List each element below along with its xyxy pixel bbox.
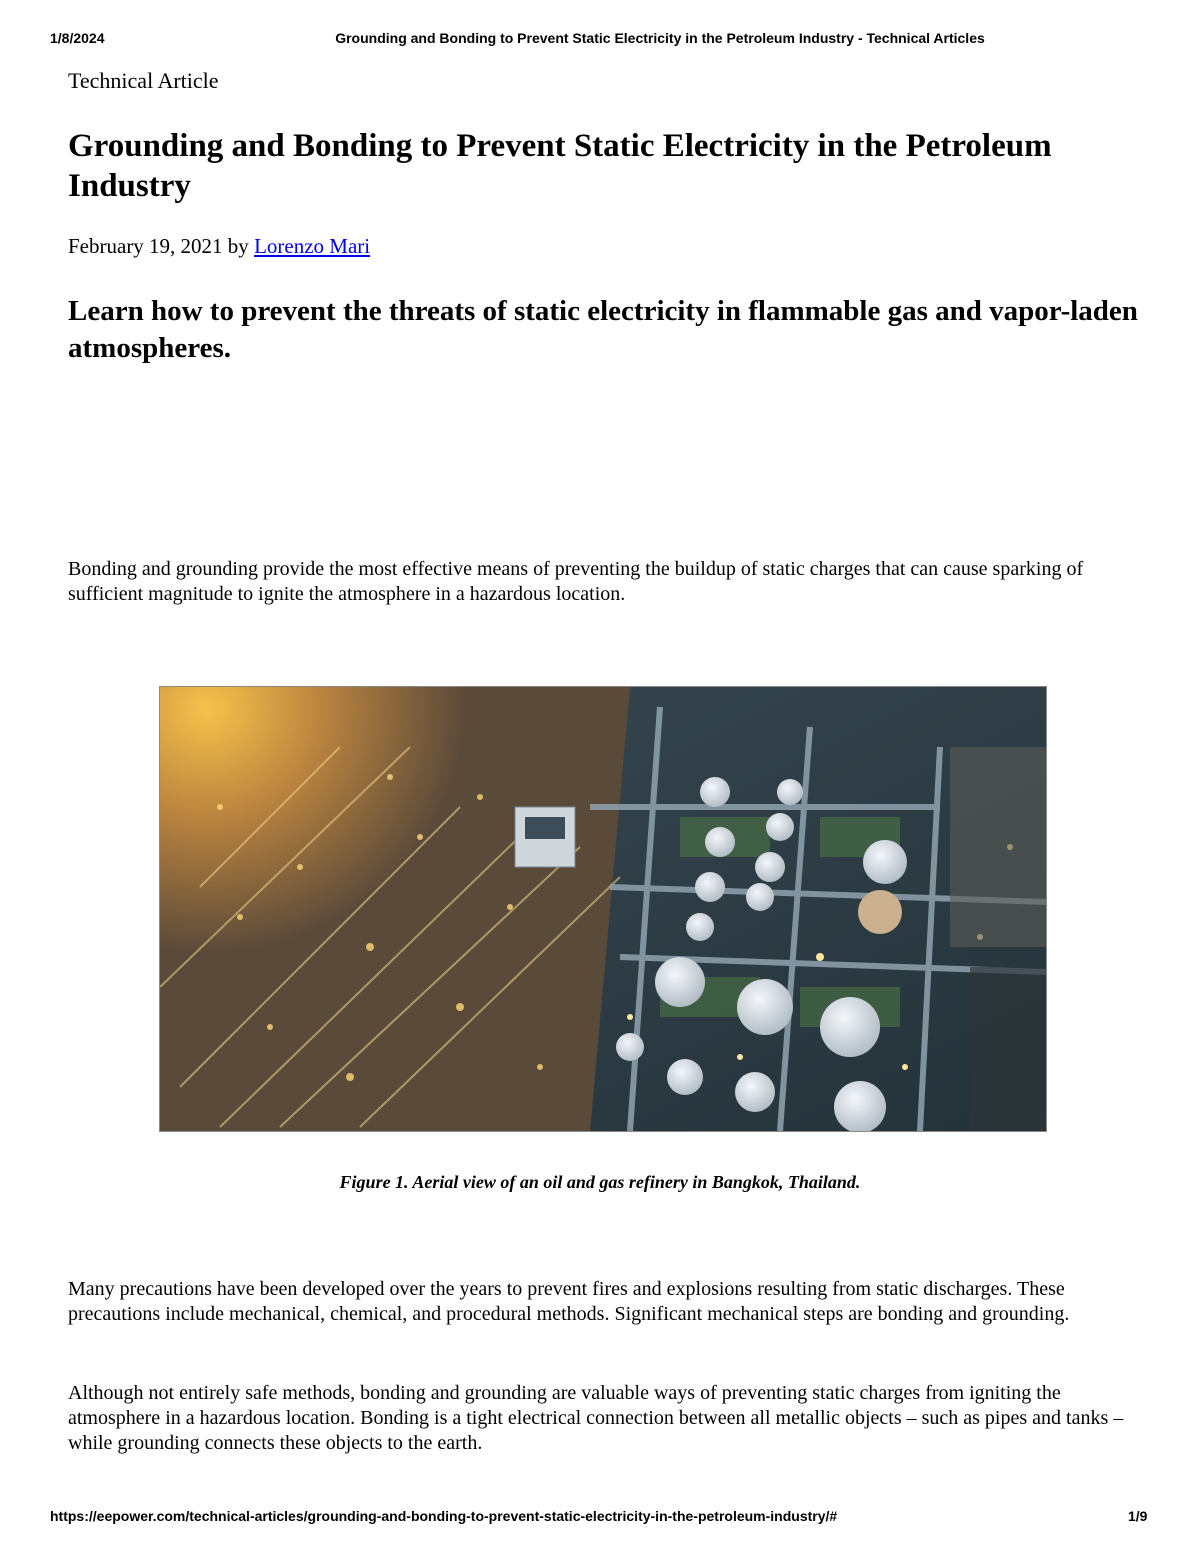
refinery-aerial-photo — [159, 686, 1047, 1132]
paragraph-bonding: Although not entirely safe methods, bonding and grounding are valuable ways of preventing static charges from igniting the atmosphere in a hazardous location. Bonding is a tight electrical connection between all metallic objects – such as pipes and tanks – while grounding connects these objects to the earth. — [68, 1382, 1124, 1454]
paragraph-intro: Bonding and grounding provide the most effective means of preventing the buildup of static charges that can cause sparking of sufficient magnitude to ignite the atmosphere in a hazardous location. — [68, 558, 1084, 605]
article-lede: Learn how to prevent the threats of static electricity in flammable gas and vapor-laden atmospheres. — [68, 295, 1138, 364]
publish-date: February 19, 2021 by — [68, 234, 255, 258]
article-title: Grounding and Bonding to Prevent Static Electricity in the Petroleum Industry — [68, 128, 1052, 204]
page-number: 1/9 — [1128, 1508, 1148, 1524]
author-link[interactable]: Lorenzo Mari — [254, 234, 371, 258]
paragraph-precautions: Many precautions have been developed over the years to prevent fires and explosions resulting from static discharges. These precautions include mechanical, chemical, and procedural methods. Significant mechanical steps are bonding and grounding. — [68, 1278, 1070, 1325]
print-header-title: Grounding and Bonding to Prevent Static Electricity in the Petroleum Industry - Technical Articles — [335, 30, 985, 46]
print-date: 1/8/2024 — [50, 30, 105, 46]
article-kicker: Technical Article — [68, 68, 219, 93]
print-footer-url: https://eepower.com/technical-articles/grounding-and-bonding-to-prevent-static-electricity-in-the-petroleum-industry/# — [50, 1508, 838, 1524]
byline — [68, 234, 370, 259]
refinery-illustration — [160, 687, 1046, 1131]
figure-caption: Figure 1. Aerial view of an oil and gas refinery in Bangkok, Thailand. — [339, 1172, 861, 1192]
